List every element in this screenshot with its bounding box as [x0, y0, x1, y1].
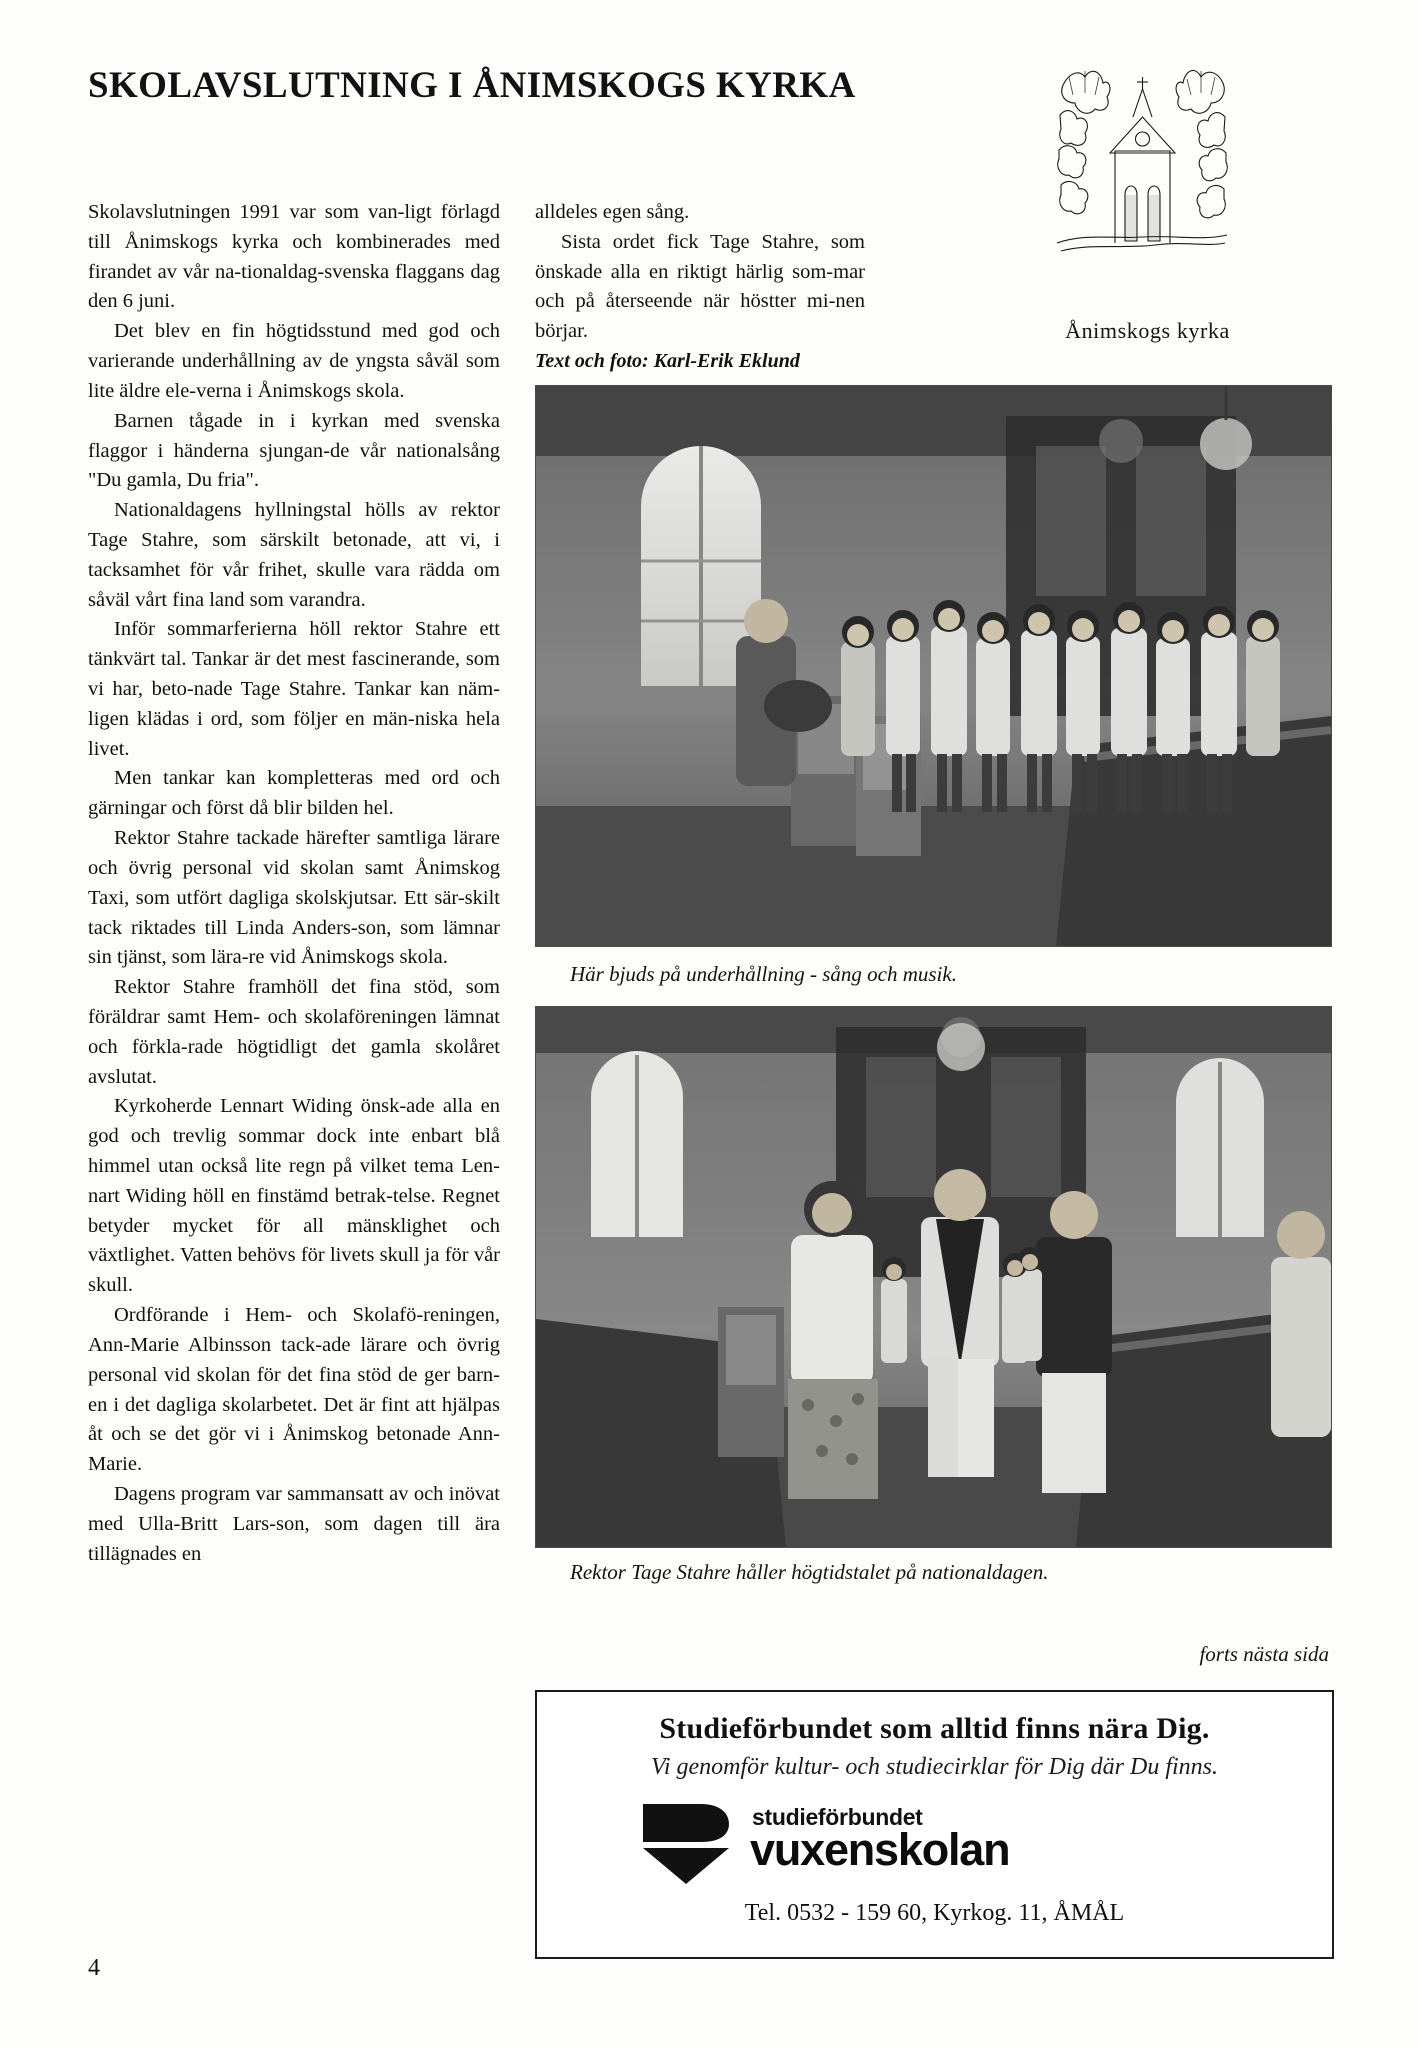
- ad-brand-small: studieförbundet: [752, 1804, 923, 1830]
- paragraph: Nationaldagens hyllningstal hölls av rektor Tage Stahre, som särskilt betonade, att vi, i tacksamhet för vår frihet, skulle vara rädda om såväl vårt fina land som varandra.: [88, 499, 500, 611]
- church-logo-caption: Ånimskogs kyrka: [1065, 318, 1230, 343]
- byline: Text och foto: Karl-Erik Eklund: [535, 350, 800, 373]
- paragraph: Men tankar kan kompletteras med ord och gärningar och först då blir bilden hel.: [88, 767, 500, 820]
- continued-note: forts nästa sida: [1199, 1642, 1329, 1666]
- photo-rektor-speech: [535, 1006, 1332, 1548]
- ad-telephone: Tel. 0532 - 159 60, Kyrkog. 11, ÅMÅL: [744, 1900, 1125, 1926]
- photo-caption-1: Här bjuds på underhållning - sång och musik.: [570, 962, 957, 986]
- ad-brand-big: vuxenskolan: [750, 1824, 1010, 1875]
- paragraph: Rektor Stahre tackade härefter samtliga lärare och övrig personal vid skolan samt Ånimskog Taxi, som utfört dagliga skolskjutsar. Ett sär-skilt tack riktades till Linda Anders-son, som lämnar sin tjänst, som lära-re vid Ånimskogs skola.: [88, 827, 500, 969]
- article-column-left: [88, 198, 500, 1569]
- photo-caption-2: Rektor Tage Stahre håller högtidstalet på nationaldagen.: [570, 1560, 1049, 1584]
- vuxenskolan-logo-icon: [637, 1800, 742, 1885]
- paragraph: alldeles egen sång.: [535, 201, 690, 223]
- paragraph: Ordförande i Hem- och Skolafö-reningen, Ann-Marie Albinsson tack-ade lärare och övrig personal vid skolan för det fina stöd de ger barn-en i det dagliga skolarbetet. Det är fint att hjälpas åt och se det gör vi i Ånimskog betonade Ann-Marie.: [88, 1304, 500, 1476]
- paragraph: Kyrkoherde Lennart Widing önsk-ade alla en god och trevlig sommar dock inte enbart blå himmel utan också lite regn på vilket tema Len-nart Widing höll en finstämd betrak-telse. Regnet betyder mycket för all mänsklighet och växtlighet. Vatten behövs för livets skull ja för vår skull.: [88, 1095, 500, 1297]
- paragraph: Rektor Stahre framhöll det fina stöd, som föräldrar samt Hem- och skolaföreningen lämnat och förkla-rade högtidligt det gamla skolåret avslutat.: [88, 976, 500, 1088]
- paragraph: Det blev en fin högtidsstund med god och varierande underhållning av de yngsta såväl som lite äldre ele-verna i Ånimskogs skola.: [88, 320, 500, 402]
- paragraph: Skolavslutningen 1991 var som van-ligt förlagd till Ånimskogs kyrka och kombinerades med firandet av vår na-tionaldag-svenska flaggans dag den 6 juni.: [88, 201, 500, 313]
- ad-subheadline: Vi genomför kultur- och studiecirklar för Dig där Du finns.: [650, 1754, 1219, 1780]
- photo-church-performance: [535, 385, 1332, 947]
- article-column-right: [535, 198, 865, 376]
- paragraph: Dagens program var sammansatt av och inövat med Ulla-Britt Lars-son, som dagen till ära tillägnades en: [88, 1482, 500, 1565]
- paragraph: Barnen tågade in i kyrkan med svenska flaggor i händerna sjungan-de vår nationalsång "Du gamla, Du fria".: [88, 409, 500, 492]
- paragraph: Sista ordet fick Tage Stahre, som önskade alla en riktigt härlig som-mar och på återseende när höstter mi-nen börjar.: [535, 230, 865, 343]
- advertisement-vuxenskolan[interactable]: [535, 1690, 1334, 1959]
- paragraph: Inför sommarferierna höll rektor Stahre ett tänkvärt tal. Tankar är det mest fascinerande, som vi har, beto-nade Tage Stahre. Tankar kan näm-ligen klädas i ord, som följer en män-niska hela livet.: [88, 618, 500, 760]
- ad-headline: Studieförbundet som alltid finns nära Dig.: [659, 1712, 1210, 1745]
- church-illustration-icon: [1055, 55, 1230, 260]
- page-number: 4: [88, 1955, 100, 1981]
- page-title: SKOLAVSLUTNING I ÅNIMSKOGS KYRKA: [88, 65, 856, 106]
